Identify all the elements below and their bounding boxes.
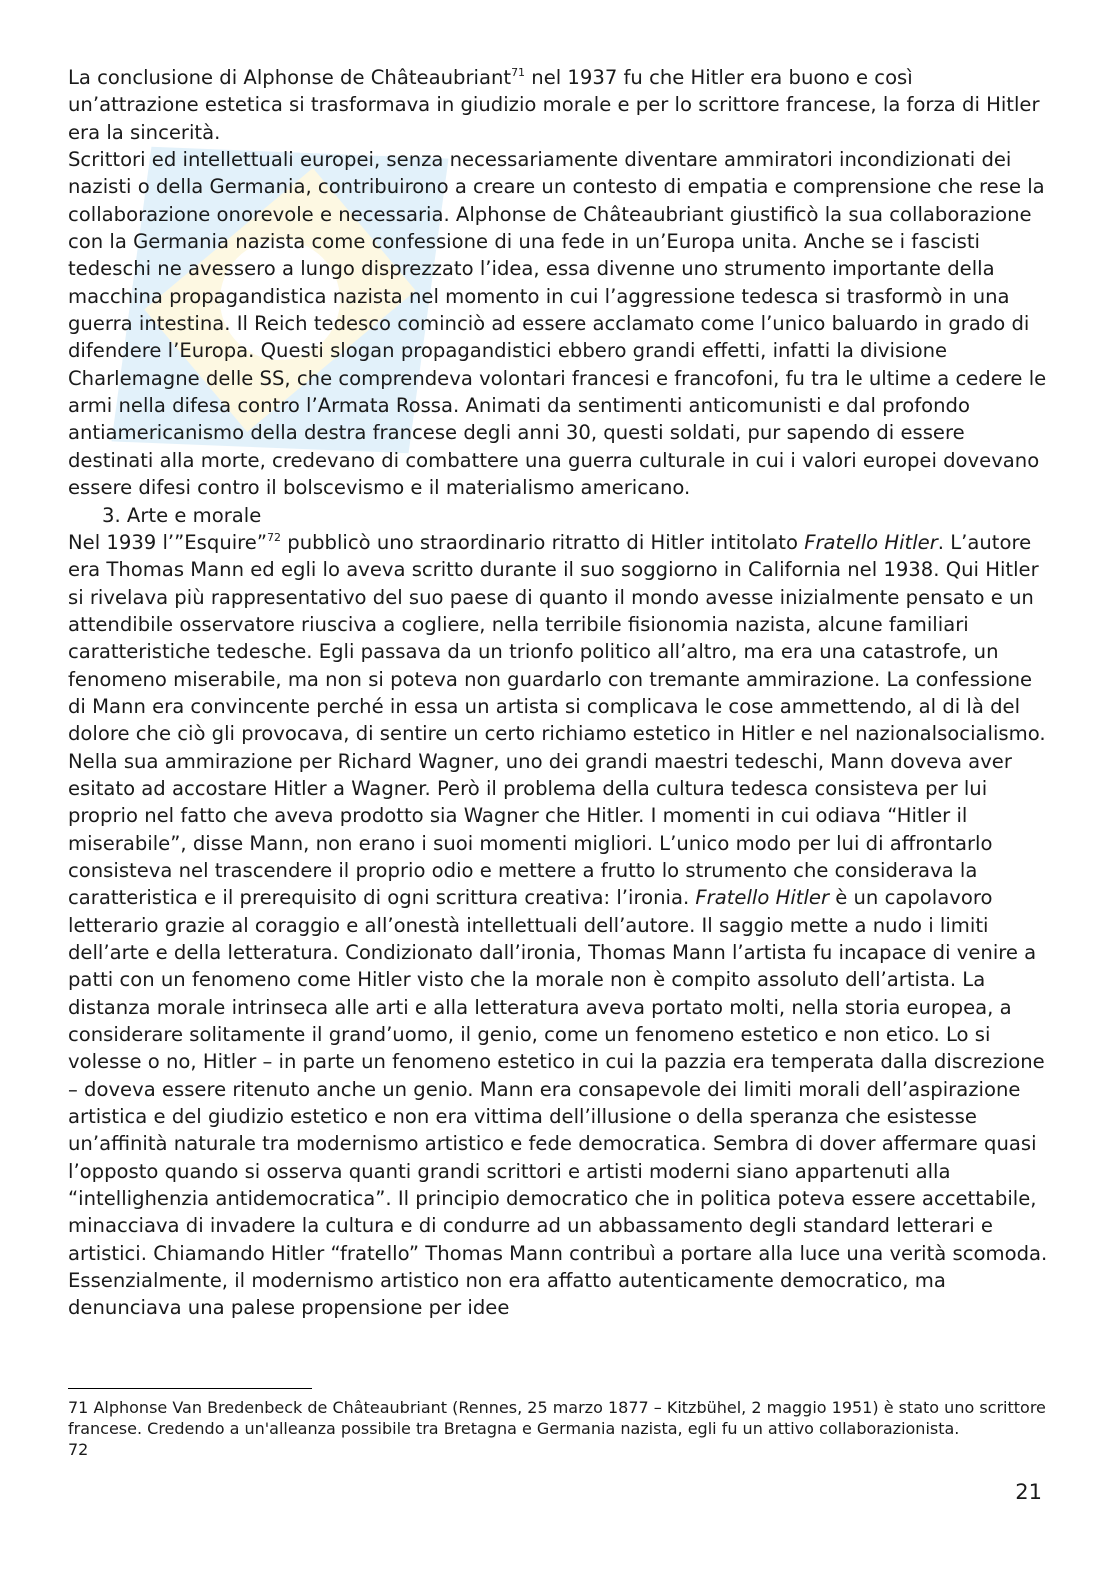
footnote-71: 71 Alphonse Van Bredenbeck de Châteaubriant (Rennes, 25 marzo 1877 – Kitzbühel, 2 maggio 1951) è stato uno scrittore francese. Credendo a un'alleanza possibile tra Bretagna e Germania nazista, egli fu un attivo collaborazionista. — [68, 1398, 1046, 1438]
paragraph-2: Scrittori ed intellettuali europei, senza necessariamente diventare ammiratori incondizionati dei nazisti o della Germania, contribuirono a creare un contesto di empatia e comprensione che rese la collaborazione onorevole e necessaria. Alphonse de Châteaubriant giustificò la sua collaborazione con la Germania nazista come confessione di una fede in un’Europa unita. Anche se i fascisti tedeschi ne avessero a lungo disprezzato l’idea, essa divenne uno strumento importante della macchina propagandistica nazista nel momento in cui l’aggressione tedesca si trasformò in una guerra intestina. Il Reich tedesco cominciò ad essere acclamato come l’unico baluardo in grado di difendere l’Europa. Questi slogan propagandistici ebbero grandi effetti, infatti la divisione Charlemagne delle SS, che comprendeva volontari francesi e francofoni, fu tra le ultime a cedere le armi nella difesa contro l’Armata Rossa. Animati da sentimenti anticomunisti e dal profondo antiamericanismo della destra francese degli anni 30, questi soldati, pur sapendo di essere destinati alla morte, credevano di combattere una guerra culturale in cui i valori europei dovevano essere difesi contro il bolscevismo e il materialismo americano. — [68, 148, 1047, 500]
footnote-ref-72[interactable]: 72 — [267, 530, 282, 544]
footnotes — [68, 1388, 1048, 1460]
italic-title: Fratello Hitler — [804, 530, 938, 554]
paragraph-3: Nel 1939 l’”Esquire”$^{72}$ pubblicò uno straordinario ritratto di Hitler intitolato Fratello Hitler. L’autore era Thomas Mann ed egli lo aveva scritto durante il suo soggiorno in California nel 1938. Qui Hitler si rivelava più rappresentativo del suo paese di quanto il mondo avesse inizialmente pensato e un attendibile osservatore riusciva a cogliere, nella terribile fisionomia nazista, alcune familiari caratteristiche tedesche. Egli passava da un trionfo politico all’altro, ma era una catastrofe, un fenomeno miserabile, ma non si poteva non guardarlo con tremante ammirazione. La confessione di Mann era convincente perché in essa un artista si complicava le cose ammettendo, al di là del dolore che ciò gli provocava, di sentire un certo richiamo estetico in Hitler e nel nazionalsocialismo. Nella sua ammirazione per Richard Wagner, uno dei grandi maestri tedeschi, Mann doveva aver esitato ad accostare Hitler a Wagner. Però il problema della cultura tedesca consisteva per lui proprio nel fatto che aveva prodotto sia Wagner che Hitler. I momenti in cui odiava “Hitler il miserabile”, disse Mann, non erano i suoi momenti migliori. L’unico modo per lui di affrontarlo consisteva nel trascendere il proprio odio e mettere a frutto lo strumento che considerava la caratteristica e il prerequisito di ogni scrittura creativa: l’ironia. Fratello Hitler è un capolavoro letterario grazie al coraggio e all’onestà intellettuali dell’autore. Il saggio mette a nudo i limiti dell’arte e della letteratura. Condizionato dall’ironia, Thomas Mann l’artista fu incapace di venire a patti con un fenomeno come Hitler visto che la morale non è compito assoluto dell’artista. La distanza morale intrinseca alle arti e alla letteratura aveva portato molti, nella storia europea, a considerare solitamente il grand’uomo, il genio, come un fenomeno estetico e non etico. Lo si volesse o no, Hitler – in parte un fenomeno estetico in cui la pazzia era temperata dalla discrezione – doveva essere ritenuto anche un genio. Mann era consapevole dei limiti morali dell’aspirazione artistica e del giudizio estetico e non era vittima dell’illusione o della speranza che esistesse un’affinità naturale tra modernismo artistico e fede democratica. Sembra di dover affermare quasi l’opposto quando si osserva quanti grandi scrittori e artisti moderni siano appartenuti alla “intellighenzia antidemocratica”. Il principio democratico che in politica poteva essere accettabile, minacciava di invadere la cultura e di condurre ad un abbassamento degli standard letterari e artistici. Chiamando Hitler “fratello” Thomas Mann contribuì a portare alla luce una verità scomoda. Essenzialmente, il modernismo artistico non era affatto autenticamente democratico, ma denunciava una palese propensione per idee — [68, 530, 1048, 1320]
italic-title-2: Fratello Hitler — [695, 886, 829, 910]
footnote-72: 72 — [68, 1440, 89, 1459]
page-number: 21 — [1015, 1480, 1042, 1504]
footnote-separator — [68, 1388, 312, 1389]
section-heading: 3. Arte e morale — [102, 503, 262, 527]
document-body — [68, 64, 1048, 1322]
footnote-ref-71[interactable]: 71 — [511, 66, 526, 79]
paragraph-1: La conclusione di Alphonse de Châteaubriant$^{71}$ nel 1937 fu che Hitler era buono e così un’attrazione estetica si trasformava in giudizio morale e per lo scrittore francese, la forza di Hitler era la sincerità. — [68, 66, 1040, 144]
